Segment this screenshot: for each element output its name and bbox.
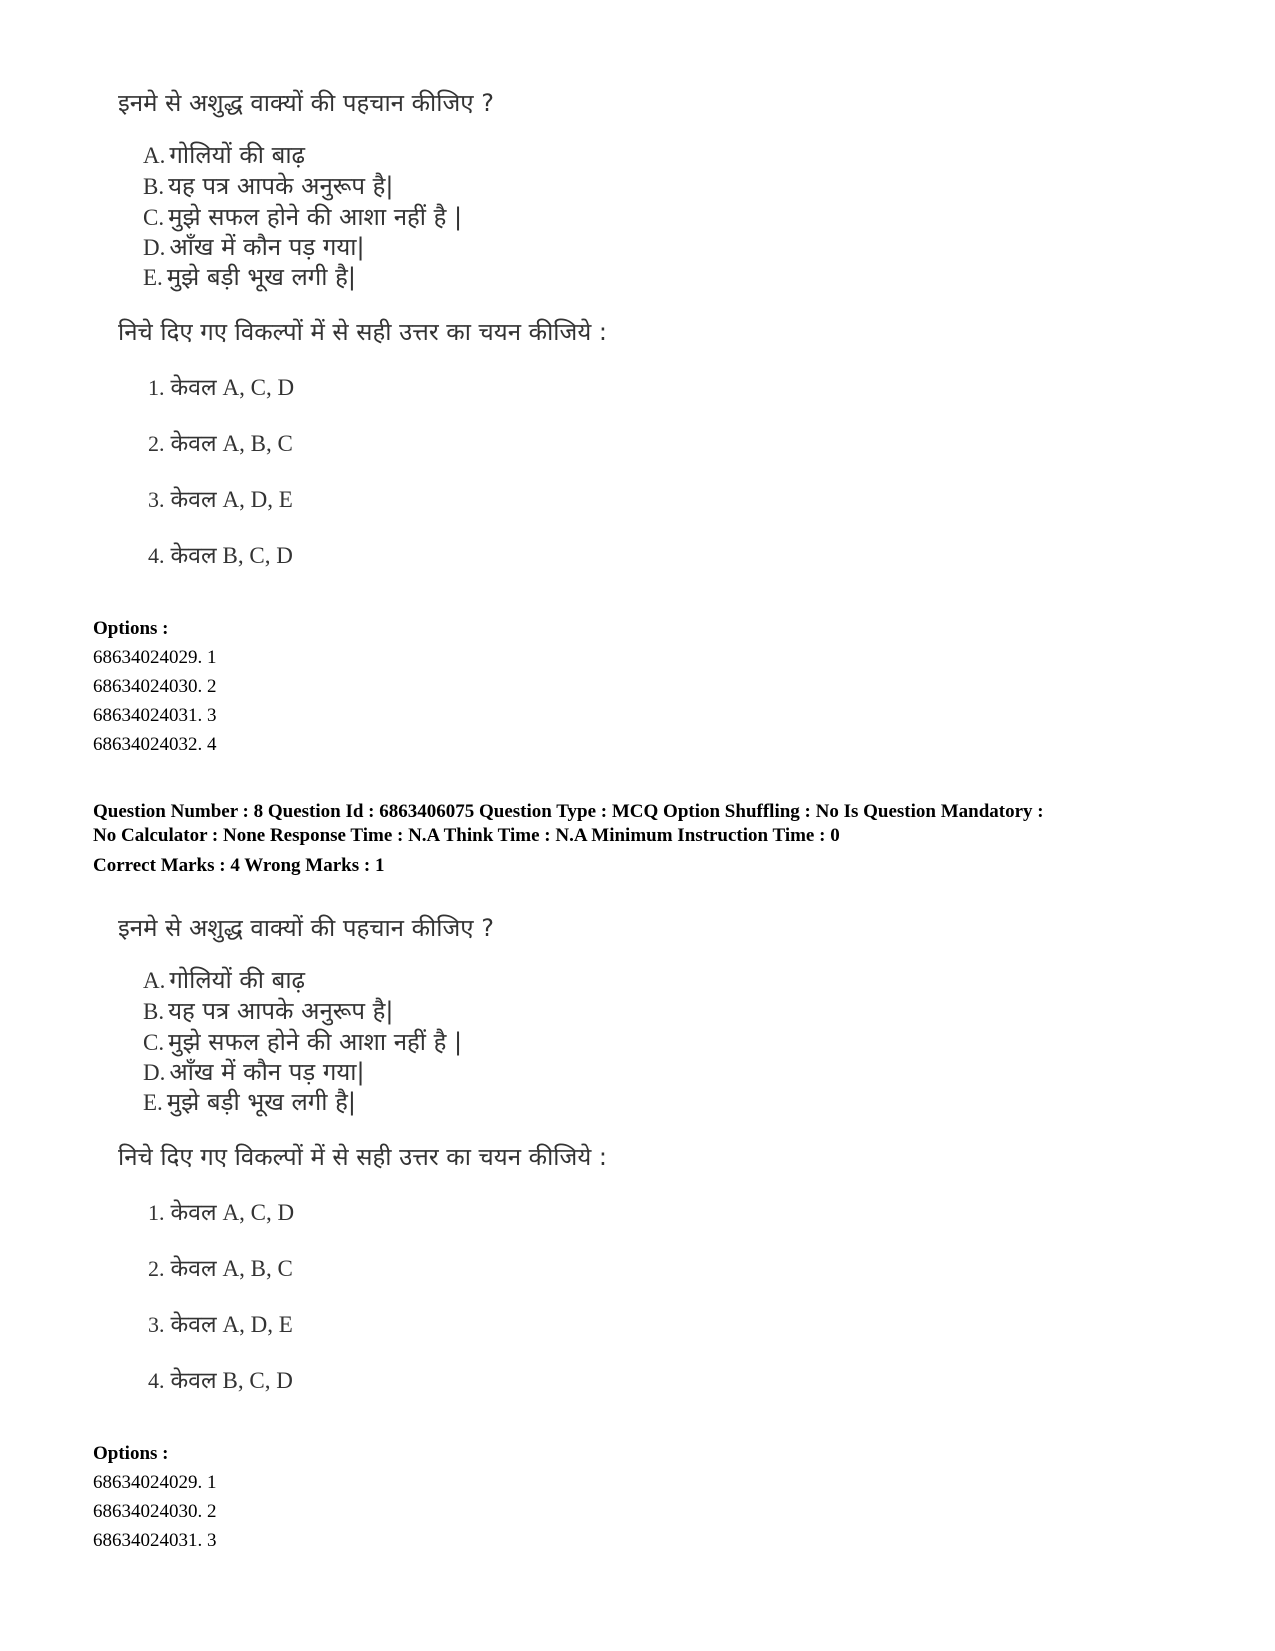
question-prompt: इनमे से अशुद्ध वाक्यों की पहचान कीजिए ? [118, 89, 494, 117]
option-item: 68634024029. 1 [93, 647, 217, 668]
choice-instruction: निचे दिए गए विकल्पों में से सही उत्तर का चयन कीजिये : [118, 318, 607, 346]
question-meta-line-2: No Calculator : None Response Time : N.A Think Time : N.A Minimum Instruction Time : 0 [93, 825, 840, 846]
option-item: 68634024030. 2 [93, 676, 217, 697]
statement-a: A. गोलियों की बाढ़ [143, 141, 306, 169]
statement-e: E. मुझे बड़ी भूख लगी है| [143, 263, 356, 291]
choice-2: 2. केवल A, B, C [148, 431, 293, 457]
choice-2: 2. केवल A, B, C [148, 1256, 293, 1282]
choice-3: 3. केवल A, D, E [148, 487, 293, 513]
statement-b: B. यह पत्र आपके अनुरूप है| [143, 997, 394, 1025]
option-item: 68634024031. 3 [93, 705, 217, 726]
options-heading: Options : [93, 618, 169, 639]
choice-instruction: निचे दिए गए विकल्पों में से सही उत्तर का चयन कीजिये : [118, 1143, 607, 1171]
statement-e: E. मुझे बड़ी भूख लगी है| [143, 1088, 356, 1116]
question-marks: Correct Marks : 4 Wrong Marks : 1 [93, 855, 385, 876]
options-heading: Options : [93, 1443, 169, 1464]
choice-1: 1. केवल A, C, D [148, 1200, 295, 1226]
option-item: 68634024029. 1 [93, 1472, 217, 1493]
statement-c: C. मुझे सफल होने की आशा नहीं है | [143, 1028, 463, 1056]
question-prompt: इनमे से अशुद्ध वाक्यों की पहचान कीजिए ? [118, 914, 494, 942]
statement-b: B. यह पत्र आपके अनुरूप है| [143, 172, 394, 200]
choice-1: 1. केवल A, C, D [148, 375, 295, 401]
choice-3: 3. केवल A, D, E [148, 1312, 293, 1338]
statement-d: D. आँख में कौन पड़ गया| [143, 1058, 365, 1086]
option-item: 68634024032. 4 [93, 734, 217, 755]
option-item: 68634024030. 2 [93, 1501, 217, 1522]
statement-c: C. मुझे सफल होने की आशा नहीं है | [143, 203, 463, 231]
choice-4: 4. केवल B, C, D [148, 543, 293, 569]
statement-d: D. आँख में कौन पड़ गया| [143, 233, 365, 261]
choice-4: 4. केवल B, C, D [148, 1368, 293, 1394]
option-item: 68634024031. 3 [93, 1530, 217, 1551]
statement-a: A. गोलियों की बाढ़ [143, 966, 306, 994]
question-meta-line-1: Question Number : 8 Question Id : 6863406075 Question Type : MCQ Option Shuffling : No Is Question Mandatory : [93, 801, 1044, 822]
